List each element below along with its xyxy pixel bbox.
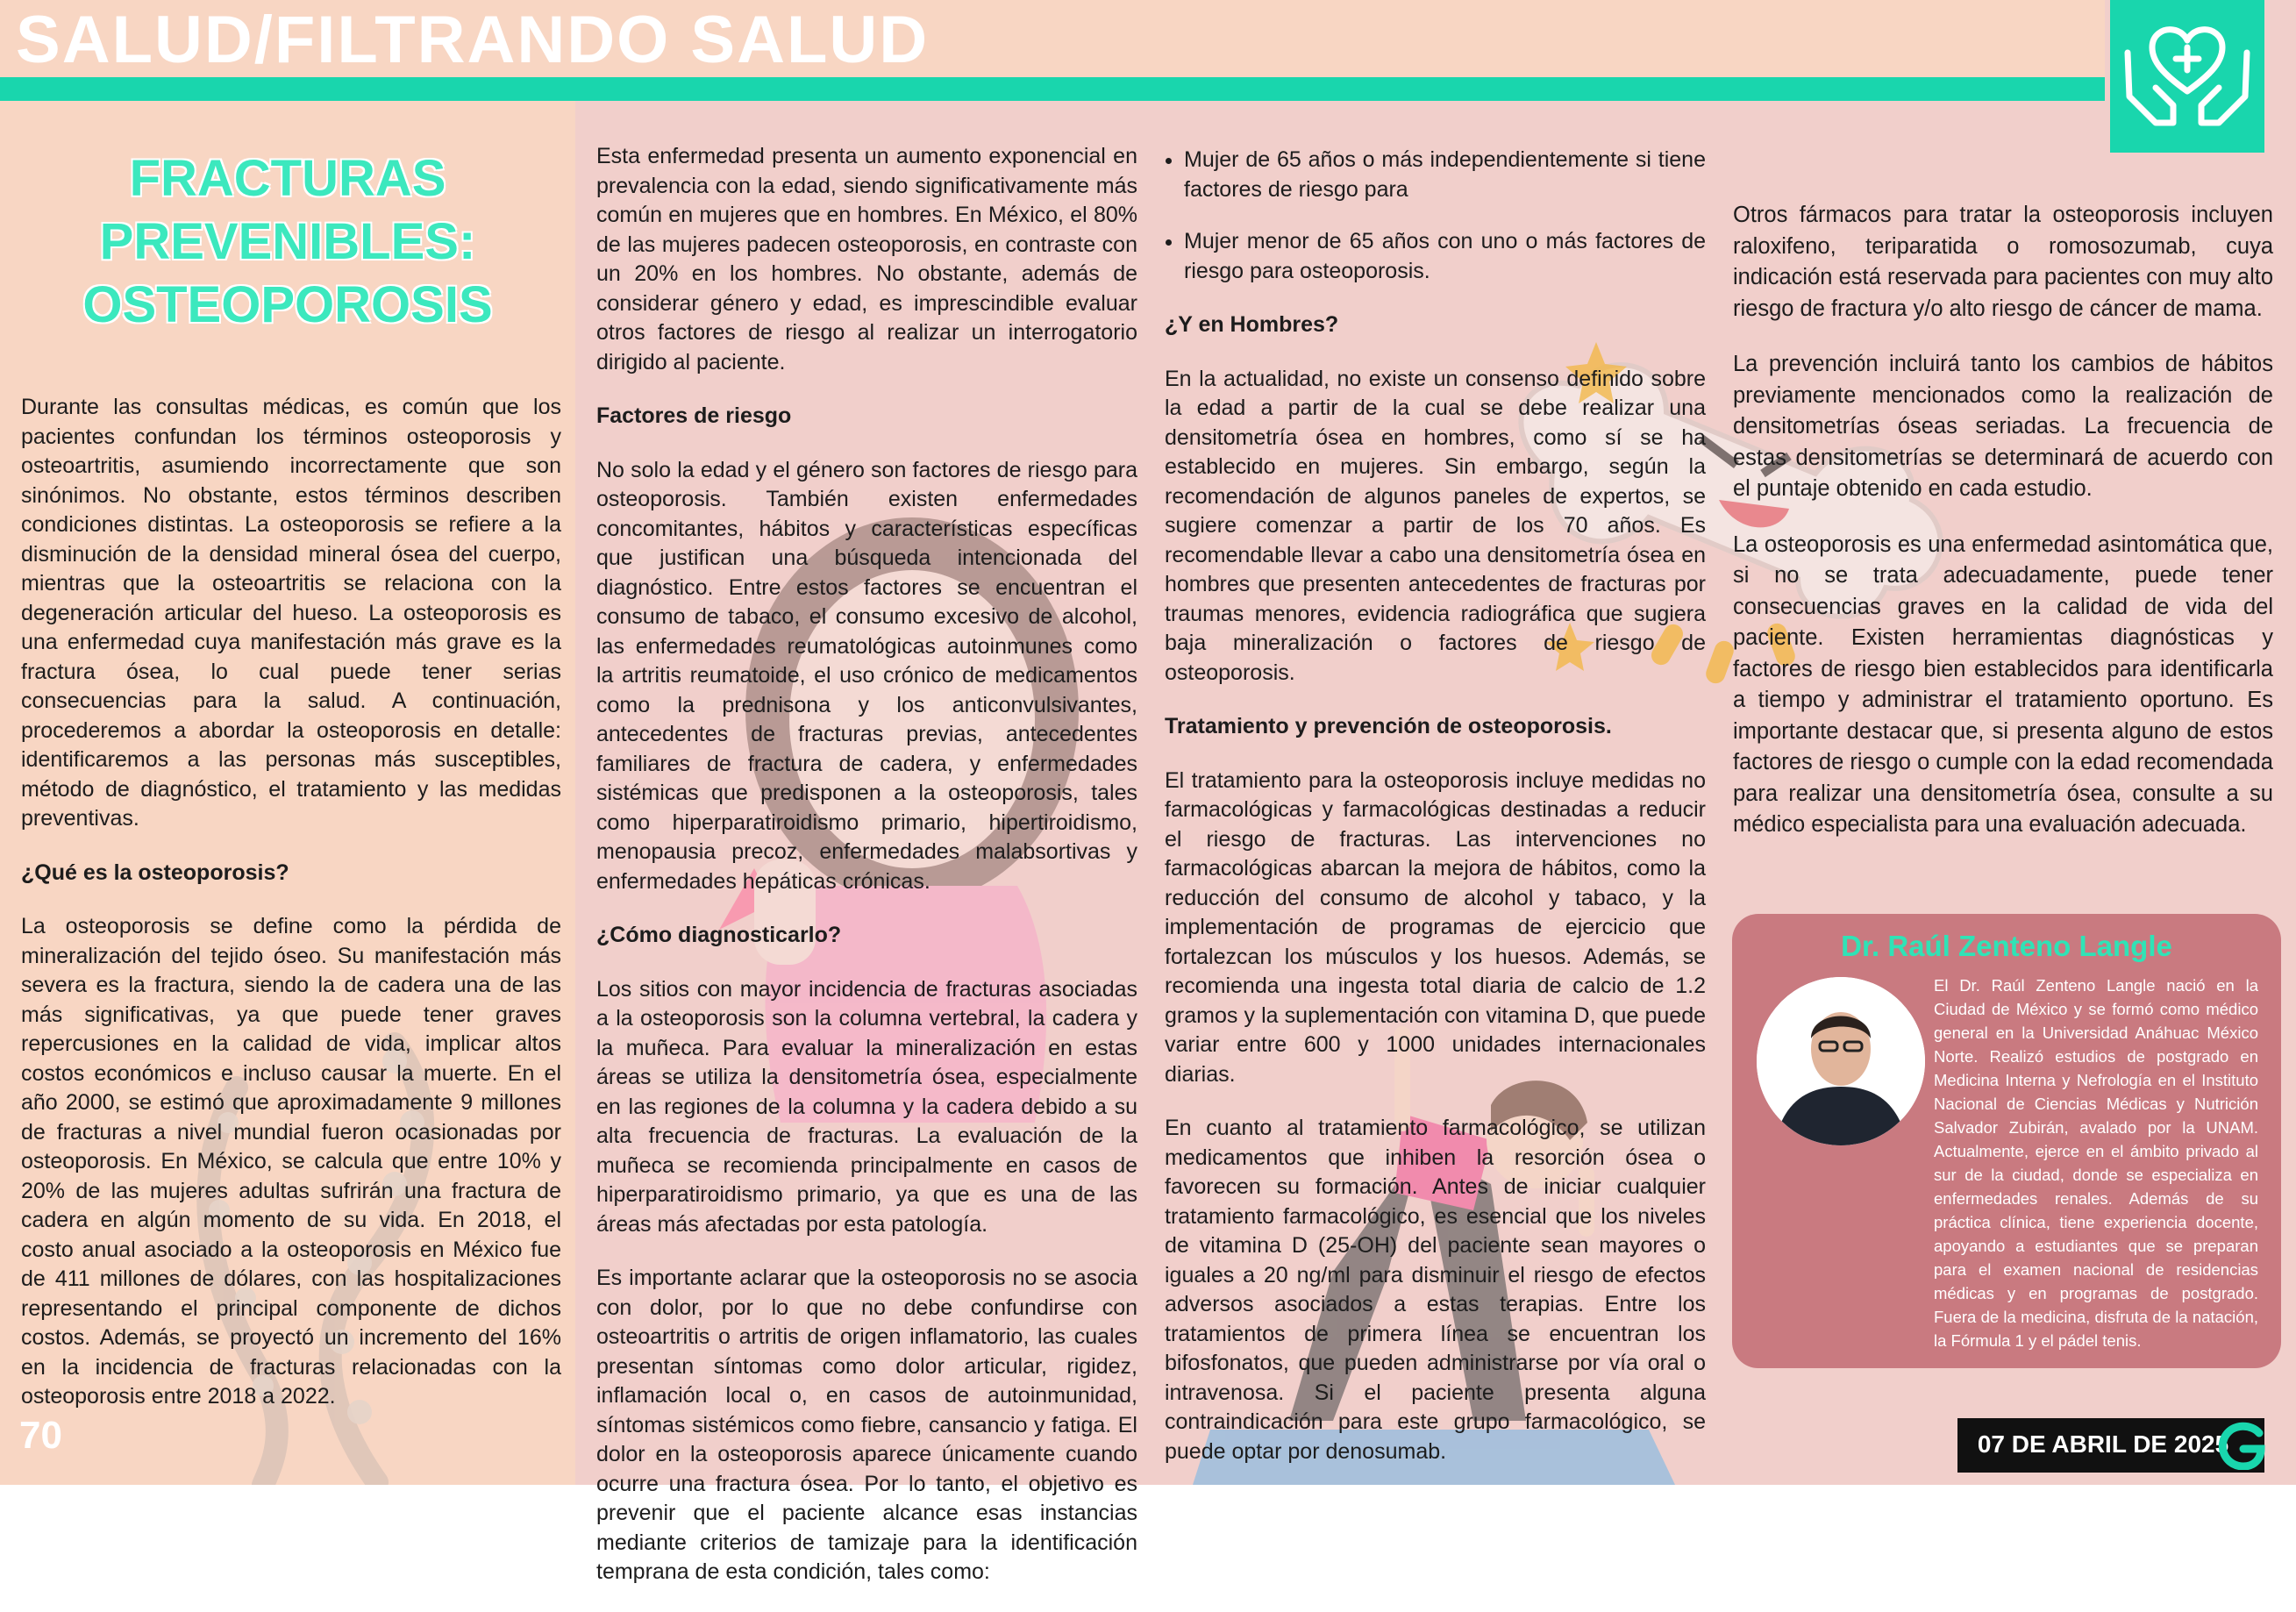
pharmacological-paragraph: En cuanto al tratamiento farmacológico, se utilizan medicamentos que inhiben la resorción ósea o favorecen su formación. Antes de iniciar cualquier tratamiento farmacológico, es esencial que los niveles de vitamina D (25-OH) del paciente sean mayores o iguales a 20 ng/ml para disminuir el riesgo de efectos adversos asociados a estas terapias. Entre los tratamientos de primera línea se encuentran los bifosfonatos, que pueden administrarse por vía oral o intravenosa. Si el paciente presenta alguna contraindicación para este grupo farmacológico, se puede optar por denosumab. [1165, 1116, 1706, 1464]
list-item: • Mujer menor de 65 años con uno o más factores de riesgo para osteoporosis. [1184, 227, 1706, 286]
other-drugs-paragraph: Otros fármacos para tratar la osteoporosis incluyen raloxifeno, teriparatida o romosozumab, cuya indicación está reservada para pacientes con muy alto riesgo de fractura y/o alto riesgo de cáncer de mama. [1733, 203, 2273, 321]
section-heading-factores: Factores de riesgo [596, 403, 792, 428]
conclusion-paragraph: La osteoporosis es una enfermedad asintomática que, si no se trata adecuadamente, puede tener consecuencias graves en la calidad de vida del paciente. Existen herramientas diagnósticas y factores de riesgo bien establecidos para identificarla a tiempo y administrar el tratamiento oportuno. Es importante destacar que, si presenta alguno de estos factores de riesgo o cumple con la edad recomendada para realizar una densitometría ósea, consulte a su médico especialista para una evaluación adecuada. [1733, 531, 2273, 837]
section-heading-diagnostico: ¿Cómo diagnosticarlo? [596, 923, 842, 947]
column-2 [596, 142, 1137, 1612]
section-heading-que-es: ¿Qué es la osteoporosis? [21, 859, 289, 885]
avatar [1757, 977, 1925, 1145]
author-card [1732, 914, 2281, 1368]
definition-paragraph: La osteoporosis se define como la pérdida de mineralización del tejido óseo. Su manifestación más severa es la fractura, siendo la de cadera una de las más significativas, ya que puede tener graves repercusiones en la calidad de vida, implicar altos costos económicos e incluso causar la muerte. En el año 2000, se estimó que aproximadamente 9 millones de fracturas a nivel mundial fueron ocasionadas por osteoporosis. En México, se calcula que entre 10% y 20% de las mujeres adultas sufrirán una fractura de cadera en algún momento de su vida. En 2018, el costo anual asociado a la osteoporosis en México fue de 411 millones de dólares, con las hospitalizaciones representando el principal componente de dichos costos. Además, se proyectó un incremento del 16% en la incidencia de fracturas relacionadas con la osteoporosis entre 2018 a 2022. [21, 914, 561, 1409]
men-paragraph: En la actualidad, no existe un consenso definido sobre la edad a partir de la cual se debe realizar una densitometría ósea en hombres, como sí se ha establecido en mujeres. Sin embargo, según la recomendación de algunos paneles de expertos, se sugiere comenzar a partir de los 70 años. Es recomendable llevar a cabo una densitometría ósea en hombres que presenten antecedentes de fracturas por traumas menores, evidencia radiográfica que sugiera baja mineralización o factores de riesgo de osteoporosis. [1165, 366, 1706, 685]
section-heading-tratamiento: Tratamiento y prevención de osteoporosis. [1165, 714, 1612, 738]
prevalence-paragraph: Esta enfermedad presenta un aumento exponencial en prevalencia con la edad, siendo significativamente más común en mujeres que en hombres. En México, el 80% de las mujeres padecen osteoporosis, en contraste con un 20% en los hombres. No obstante, además de considerar género y edad, es imprescindible evaluar otros factores de riesgo al realizar un interrogatorio dirigido al paciente. [596, 144, 1137, 374]
column-1 [21, 393, 561, 1437]
header-teal-bar [0, 77, 2105, 101]
column-3 [1165, 146, 1706, 1491]
risk-factors-paragraph: No solo la edad y el género son factores de riesgo para osteoporosis. También existen enfermedades concomitantes, hábitos y características específicas que justifican una búsqueda intencionada del diagnóstico. Entre estos factores se encuentran el consumo de tabaco, el consumo excesivo de alcohol, las enfermedades reumatológicas autoinmunes como la artritis reumatoide, el uso crónico de medicamentos como la prednisona y los anticonvulsivantes, antecedentes de fracturas previas, antecedentes familiares de fractura de cadera, y enfermedades sistémicas que predisponen a la osteoporosis, tales como hiperparatiroidismo primario, hipertiroidismo, menopausia precoz, enfermedades malabsortivas y enfermedades hepáticas crónicas. [596, 457, 1137, 894]
author-bio: El Dr. Raúl Zenteno Langle nació en la Ciudad de México y se formó como médico general en la Universidad Anáhuac México Norte. Realizó estudios de postgrado en Medicina Interna y Nefrología en el Instituto Nacional de Ciencias Médicas y Nutrición Salvador Zubirán, avalado por la UNAM. Actualmente, ejerce en el ámbito privado al sur de la ciudad, donde se especializa en enfermedades renales. Además de su práctica clínica, tiene experiencia docente, apoyando a estudiantes que se preparan para el examen nacional de residencias médicas y en programas de postgrado. Fuera de la medicina, disfruta de la natación, la Fórmula 1 y el pádel tenis. [1934, 976, 2258, 1350]
heart-hands-icon [2110, 0, 2264, 153]
section-heading-hombres: ¿Y en Hombres? [1165, 312, 1339, 337]
issue-date: 07 DE ABRIL DE 2025 [1977, 1430, 2229, 1458]
prevention-paragraph: La prevención incluirá tanto los cambios de hábitos previamente mencionados como la realización de densitometrías óseas seriadas. La frecuencia de estas densitometrías se determinará de acuerdo con el puntaje obtenido en cada estudio. [1733, 352, 2273, 501]
author-photo [1757, 977, 1925, 1145]
pain-paragraph: Es importante aclarar que la osteoporosis no se asocia con dolor, por lo que no debe confundirse con osteoartritis o artritis de origen inflamatorio, las cuales presentan síntomas como dolor articular, rigidez, inflamación local o, en casos de autoinmunidad, síntomas sistémicos como fiebre, cansancio y fatiga. El dolor en la osteoporosis aparece únicamente cuando ocurre una fractura ósea. Por lo tanto, el objetivo es prevenir que el paciente alcance esas instancias mediante criterios de tamizaje para la identificación temprana de esta condición, tales como: [596, 1266, 1137, 1584]
column-4 [1733, 200, 2273, 866]
article-title: FRACTURAS PREVENIBLES: OSTEOPOROSIS [82, 150, 493, 333]
author-name: Dr. Raúl Zenteno Langle [1841, 930, 2172, 962]
page-number: 70 [19, 1414, 62, 1457]
section-title: SALUD/FILTRANDO SALUD [16, 3, 930, 77]
screening-criteria-list [1165, 146, 1706, 286]
treatment-paragraph: El tratamiento para la osteoporosis incluye medidas no farmacológicas y farmacológicas destinadas a reducir el riesgo de fracturas. Las intervenciones no farmacológicas abarcan la mejora de hábitos, como la reducción del consumo de alcohol y tabaco, y la implementación de programas de ejercicio que fortalezcan los músculos y los huesos. Además, se recomienda una ingesta total diaria de calcio de 1.2 gramos y la suplementación con vitamina D, que puede variar entre 600 y 1000 unidades internacionales diarias. [1165, 767, 1706, 1087]
list-item: • Mujer de 65 años o más independientemente si tiene factores de riesgo para [1184, 146, 1706, 204]
section-logo [2110, 0, 2264, 153]
intro-paragraph: Durante las consultas médicas, es común que los pacientes confundan los términos osteoporosis y osteoartritis, asumiendo incorrectamente que son sinónimos. No obstante, estos términos describen condiciones distintas. La osteoporosis se refiere a la disminución de la densidad mineral ósea del cuerpo, mientras que la osteoartritis se relaciona con la degeneración articular del hueso. La osteoporosis es una enfermedad cuya manifestación más grave es la fractura ósea, lo cual puede tener serias consecuencias para la salud. A continuación, procederemos a abordar la osteoporosis en detalle: identificaremos a las personas más susceptibles, método de diagnóstico, el tratamiento y las medidas preventivas. [21, 395, 561, 831]
diagnosis-paragraph: Los sitios con mayor incidencia de fracturas asociadas a la osteoporosis son la columna vertebral, la cadera y la muñeca. Para evaluar la mineralización en estas áreas se utiliza la densitometría ósea, especialmente en las regiones de la columna y la cadera debido a su alta frecuencia de fracturas. La evaluación de la muñeca se recomienda principalmente en casos de hiperparatiroidismo primario, ya que es una de las áreas más afectadas por esta patología. [596, 976, 1137, 1237]
g-logo-icon [2217, 1421, 2266, 1470]
